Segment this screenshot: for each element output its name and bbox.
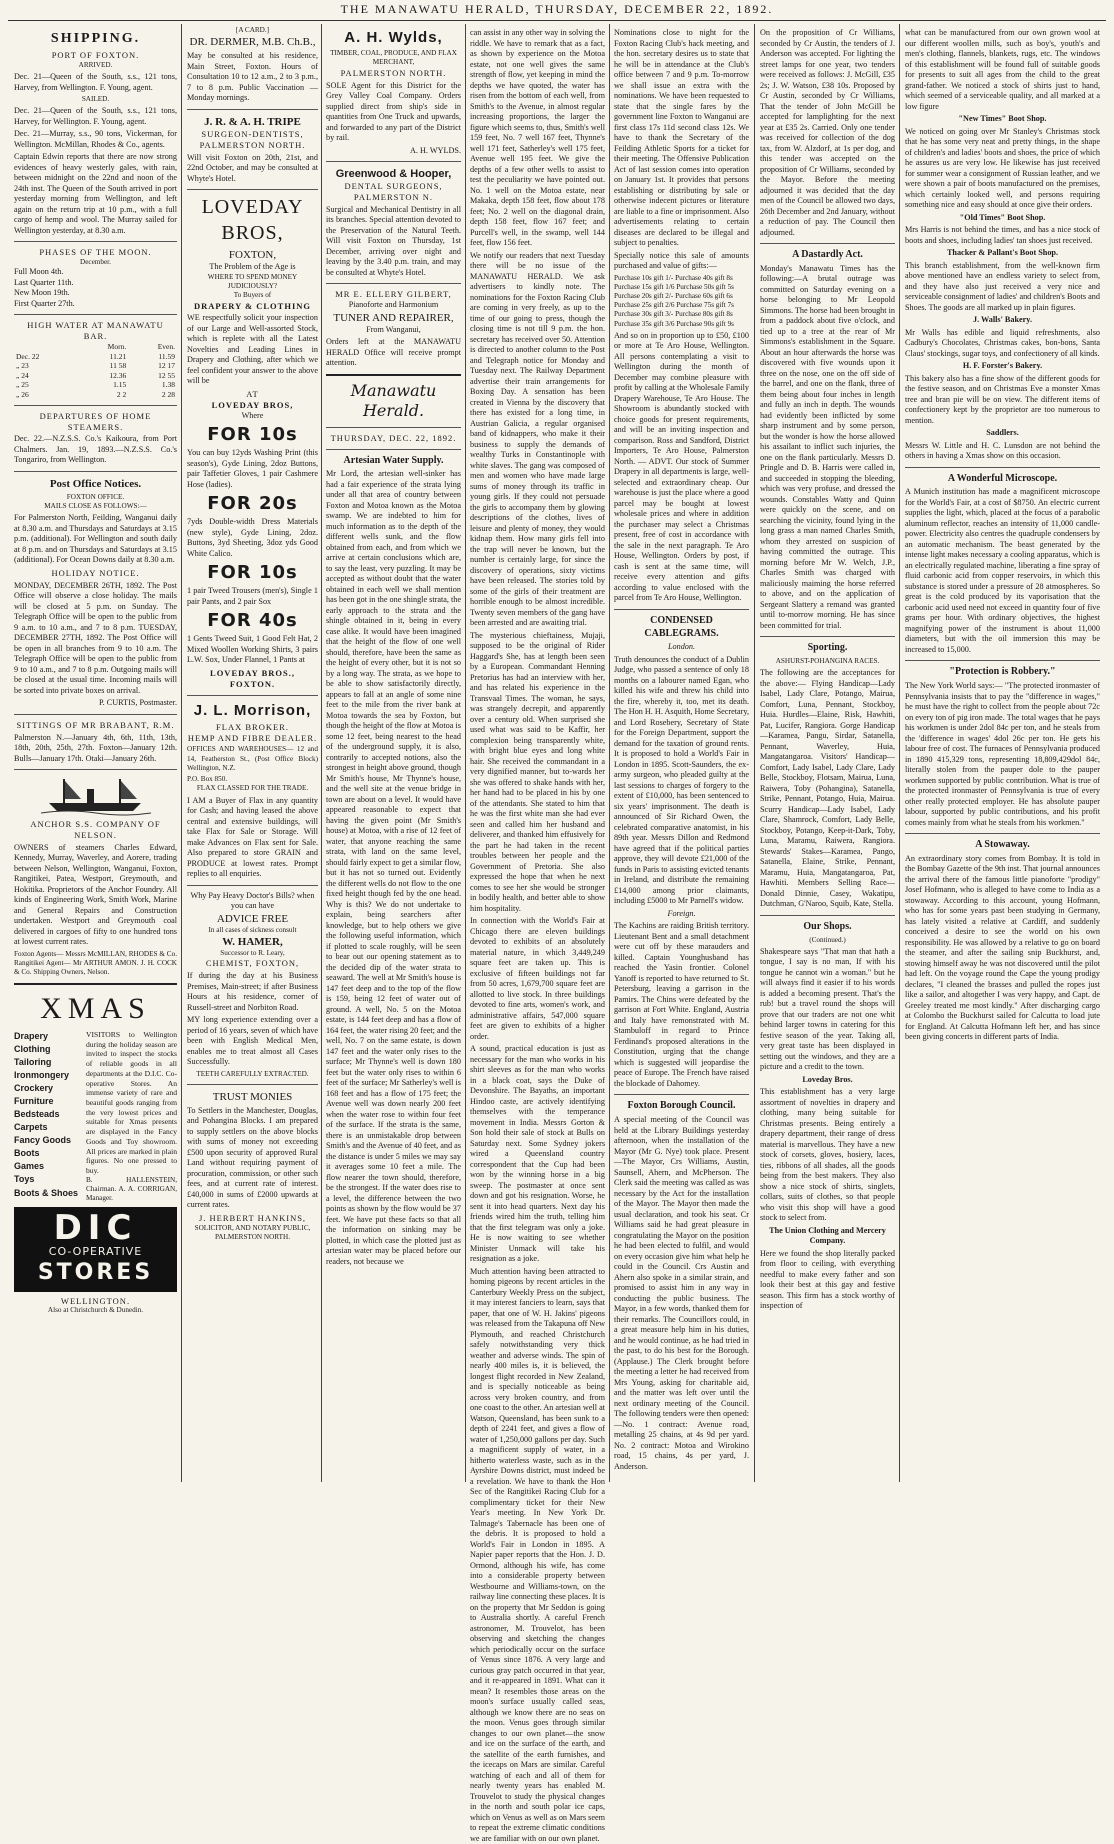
wylds-city: PALMERSTON NORTH. bbox=[326, 68, 461, 79]
list-item: Purchase 35s gift 3/6 Purchase 90s gift 9s bbox=[614, 320, 749, 329]
price-heading: FOR 10s bbox=[187, 561, 318, 584]
column-divider bbox=[609, 24, 610, 1482]
list-item: Purchase 25s gift 2/6 Purchase 75s gift 7s bbox=[614, 301, 749, 310]
wylds-name: A. H. Wylds, bbox=[326, 28, 461, 47]
divider bbox=[326, 283, 461, 284]
column-6 bbox=[760, 26, 895, 1481]
section-title: A Stowaway. bbox=[905, 839, 1100, 852]
dic-foot: Also at Christchurch & Dunedin. bbox=[14, 1306, 177, 1315]
article-title: Artesian Water Supply. bbox=[326, 455, 461, 468]
wylds-sign: A. H. WYLDS. bbox=[326, 146, 461, 157]
port-title: PORT OF FOXTON. bbox=[14, 50, 177, 61]
moon-row: Last Quarter 11th. bbox=[14, 278, 177, 289]
anchor-text: OWNERS of steamers Charles Edward, Kennedy, Murray, Waverley, and Aorere, trading between Nelson, Wellington, Wanganui, Foxton, Rangitikei, Patea, Westport, Greymouth, and Hokitika. Proprietors of the Anchor Foundry. All kinds of Engineering Work, Smith Work, Marine and General Repairs and Construction undertaken. Westport and Greymouth coal delivered in cargoes of fifty to one hundred tons at lowest current rates. bbox=[14, 843, 177, 948]
brabant-title: SITTINGS OF MR BRABANT, R.M. bbox=[14, 720, 177, 731]
table-cell: 11.21 bbox=[77, 352, 129, 362]
brabant-text: Palmerston N.—January 4th, 6th, 11th, 13th, 18th, 20th, 25th, 27th. Foxton—January 12th. Bulls—January 17th. Otaki—January 26th. bbox=[14, 733, 177, 765]
moon-row: Full Moon 4th. bbox=[14, 267, 177, 278]
article-text: what can be manufactured from our own grown wool at our different woollen mills, such as boy's, youth's and men's clothing, flannels, blankets, rugs, etc. The windows of this establishment will be found full of suitable goods for presents to suit all ages from the child to the great grand-father. We noticed a stock of shirts just to hand, which seemed of a serviceable quality, and all marked at a low figure bbox=[905, 28, 1100, 112]
divider bbox=[905, 467, 1100, 468]
dateline: THURSDAY, DEC. 22, 1892. bbox=[326, 433, 461, 444]
hamer-name: W. HAMER, bbox=[187, 935, 318, 949]
steamship-icon bbox=[41, 775, 151, 815]
morrison-sub2: HEMP AND FIBRE DEALER. bbox=[187, 733, 318, 744]
loveday-at: AT bbox=[187, 389, 318, 400]
captain-report: Captain Edwin reports that there are now strong evidences of heavy westerly gales, with rain, between midnight on the 22nd and noon of the 24th inst. The Queen of the South arrived in port yesterday morning from Wellington, and left again on the return trip at 10 p.m., with a full cargo of hemp and wool. The Murray sailed for Wellington yesterday, at 8.30 a.m. bbox=[14, 152, 177, 236]
tripe-city: PALMERSTON NORTH. bbox=[187, 140, 318, 151]
price-text: 1 Gents Tweed Suit, 1 Good Felt Hat, 2 Mixed Woollen Working Shirts, 3 pairs L.W. Sox, Under Flannel, 1 Pants at bbox=[187, 634, 318, 666]
price-heading: FOR 10s bbox=[187, 423, 318, 446]
xmas-sign: B. HALLENSTEIN, Chairman. A. A. CORRIGAN, Manager. bbox=[14, 1176, 177, 1204]
article-text: A special meeting of the Council was held at the Library Buildings yesterday afternoon, when the installation of the Mayor (Mr G. Nye) took place. Present—The Mayor, Crs Williams, Austin, Saunsell, Ahern, and McPherson. The Clerk said the meeting was called as was necessary by the Act for the installation of the Mayor. The Mayor then made the usual declaration, and took his seat. Cr Williams said he had great pleasure in congratulating the Mayor on the position he had been elected to fulfil, and would on every occasion give him what help he could in the Council. Crs Austin and Ahern also spoke in a similar strain, and promised to assist him in any way in conducting the public business. The Mayor, in a few words, thanked them for their remarks. The Councillors could, in a great measure help him in his duties, and he would continue, as he had tried in the past, to do his best for the Borough. (Applause.) The Clerk brought before the meeting a letter he had received from Mrs Young, asking for charitable aid, and the matter was left over until the next ordinary meeting of the Council. The following tenders were then opened:—No. 1 contract: Avenue road, metalling 25 chains, at 4s 9d per yard. No. 2 contract: Motoa and Wirokino road, 15 chains, 4s per yard, J. Anderson. bbox=[614, 1115, 749, 1472]
divider bbox=[187, 695, 318, 696]
divider bbox=[614, 1094, 749, 1095]
column-5 bbox=[614, 26, 749, 1481]
morrison-flax: FLAX CLASSED FOR THE TRADE. bbox=[187, 784, 318, 793]
divider bbox=[760, 243, 895, 244]
anchor-agents: Foxton Agents— Messrs McMILLAN, RHODES & Co. Rangitikei Agent— Mr ARTHUR AMON. J. H. COCK & Co. Shipping Owners, Nelson. bbox=[14, 950, 177, 978]
hamer-chemist: CHEMIST, FOXTON, bbox=[187, 958, 318, 969]
article-text: And so on in proportion up to £50, £100 or more at Te Aro House, Wellington. All persons contemplating a visit to Wellington during the month of December may combine pleasure with profit by calling at the Wholesale Family Drapery Warehouse, Te Aro House. The Showroom is abundantly stocked with choice goods for present requirements, and will be an inviting inspection and comparison. Ross and Sandford, District Importers, Te Aro House, Palmerston North. — ADVT. Our stock of Summer Drapery in all departments is large, well-selected and extraordinary cheap. Our warehouse is just the place where a good parcel may be bought at lowest wholesale prices and where in addition the purchaser may select a Christmas present, free of cost in accordance with the sale in the next paragraph. Te Aro House, Wellington. Orders by post, if cash is sent at the same time, will receive every attention and gifts according to value enclosed with the parcel from Te Aro House, Wellington. bbox=[614, 331, 749, 604]
trust-text: To Settlers in the Manchester, Douglas, and Pohangina Blocks. I am prepared to supply settlers on the above blocks with sums of money not exceeding £500 upon security of approved Rural Land without requiring payment of procuration, commission, or other such fees, and at current rate of interest. £40,000 in sums of £2000 upwards at current rates. bbox=[187, 1106, 318, 1211]
gh-name: Greenwood & Hooper, bbox=[326, 167, 461, 181]
morrison-text: I AM a Buyer of Flax in any quantity for Cash; and having leased the above central and extensive buildings, will take Flax for Sale or Storage. Will make Advances on Flax sent for Sale. Also prepared to store GRAIN and PRODUCE at lowest rates. Prompt replies to all enquiries. bbox=[187, 796, 318, 880]
divider bbox=[14, 241, 177, 242]
post-office-title: Post Office Notices. bbox=[14, 477, 177, 491]
divider bbox=[14, 769, 177, 770]
arrived-text: Dec. 21—Queen of the South, s.s., 121 tons, Harvey, from Wellington. F. Young, agent. bbox=[14, 72, 177, 93]
tripe-name: J. R. & A. H. TRIPE bbox=[187, 115, 318, 129]
table-cell: 1.38 bbox=[128, 380, 177, 390]
divider bbox=[905, 660, 1100, 661]
article-text: A Munich institution has made a magnificent microscope for the World's Fair, at a cost of $8750. An electric current supplies the light, which, placed at the focus of a parabolic aluminum reflector, reaches an intensity of 11,000 candle-power. Electricity also centres the quadruple condensers by an automatic mechanism. The beast generated by the intense light makes necessary a cooling apparatus, which is an electrically regulated machine, liberating a fine spray of fluid carbonic acid from copper reservoirs, in which this substance is stored under a pressure of 28 atmospheres. So great is the cold produced by its vaporisation that the carbonic acid used need not exceed in quantity four of five grams per hour. With ordinary objectives, the highest magnifying power of the instrument is about 11,000 diameters, but with the oil immersion this may be increased to 15,000. bbox=[905, 487, 1100, 655]
section-subtitle: J. Walls' Bakery. bbox=[905, 315, 1100, 326]
table-cell: Morn. bbox=[77, 342, 129, 352]
article-text: The following are the acceptances for the above:— Flying Handicap—Lady Isabel, Lady Clare, Potango, Mairua, Comfort, Luna, Pennant, Stockboy, Huia. Hurdles—Elaine, Risk, Hawhiti, Pat, Lucifer, Rangiora. Gorge Handicap—Karamea, Pangu, Sirdar, Satanella, Pennant, Waverley, Huia, Mangatangaroa. Visitors' Handicap—Comfort, Lady Isabel, Lady Clare, Lady Belle, Stockboy, Flotsam, Mairua, Luna, Raiwera, Toby (Pohangina), Satanella, Strike, Pennant, Potango, Huia, Mairua. Scurry Handicap—Lady Isabel, Lady Clare, Shamrock, Comfort, Lady Belle, Stockboy, Potango, Keep-it-Dark, Toby, Luna, Maramu, Raiwera, Rangiora. Stewards' Stakes—Karamea, Pango, Satanella, Elaine, Strike, Pennant, Maramu, Huia, Mangatangaroa, Pat, Hawhiti. Members Selling Race—Donald Dinnie, Casey, Wakatipu, Dutchman, G'Naroo, Squib, Kate, Stella. bbox=[760, 668, 895, 910]
loveday-at-name: LOVEDAY BROS, bbox=[187, 400, 318, 411]
morrison-box: P.O. Box 850. bbox=[187, 775, 318, 784]
section-title: Our Shops. bbox=[760, 921, 895, 934]
dic-logo-stores: STORES bbox=[16, 1259, 175, 1287]
hamer-succ: Successor to R. Leary, bbox=[187, 949, 318, 958]
steamers-title: DEPARTURES OF HOME STEAMERS. bbox=[14, 411, 177, 433]
list-item: Boots bbox=[14, 1147, 86, 1160]
loveday-name: LOVEDAY BROS, bbox=[187, 195, 318, 246]
list-item: Fancy Goods bbox=[14, 1134, 86, 1147]
article-text: Here we found the shop literally packed from floor to ceiling, with everything needful to make every father and son look their best at this gay and festive season. This firm has a stock worthy of inspection of bbox=[760, 1249, 895, 1312]
divider bbox=[187, 109, 318, 110]
moon-row: New Moon 19th. bbox=[14, 288, 177, 299]
section-title: "Protection is Robbery." bbox=[905, 666, 1100, 679]
wylds-text: SOLE Agent for this District for the Grey Valley Coal Company. Orders supplied direct from ship's side in quantities from One Truck and upwards, and forwarded to any part of the District by rail. bbox=[326, 81, 461, 144]
divider bbox=[326, 449, 461, 450]
morrison-name: J. L. Morrison, bbox=[187, 701, 318, 720]
table-cell bbox=[14, 342, 77, 352]
section-title: A Dastardly Act. bbox=[760, 249, 895, 262]
column-divider bbox=[181, 24, 182, 1482]
post-office-mails: MAILS CLOSE AS FOLLOWS:— bbox=[14, 502, 177, 511]
hamer-advice: ADVICE FREE bbox=[187, 912, 318, 926]
sailed-text: Dec. 21—Queen of the South, s.s., 121 tons, Harvey, for Wellington. F. Young, agent. bbox=[14, 106, 177, 127]
list-item: Crockery bbox=[14, 1082, 86, 1095]
holiday-text: MONDAY, DECEMBER 26TH, 1892. The Post Office will observe a close holiday. The mails will be closed at 5 p.m. on Sunday. The Telegraph Office will be open to the public from 9 a.m. to 10 a.m., and 7 to 8 p.m. TUESDAY, DECEMBER 27TH, 1892. The Post Office will be open in all branches from 9 to 10 a.m. The Telegraph Office will be open to the public from 9 to 10 a.m., and 7 to 8 p.m. Outgoing mails will be closed at the usual time. Incoming mails will be sorted into private boxes on arrival. bbox=[14, 581, 177, 697]
column-4 bbox=[470, 26, 605, 1481]
xmas-list bbox=[14, 1030, 86, 1200]
trust-sub: SOLICITOR, AND NOTARY PUBLIC, bbox=[187, 1224, 318, 1233]
anchor-title: ANCHOR S.S. COMPANY OF NELSON. bbox=[14, 819, 177, 841]
gilbert-from: From Wanganui, bbox=[326, 325, 461, 336]
list-item: Tailoring bbox=[14, 1056, 86, 1069]
list-item: Purchase 20s gift 2/- Purchase 60s gift 6s bbox=[614, 292, 749, 301]
loveday-drapery: DRAPERY & CLOTHING bbox=[187, 301, 318, 312]
moon-title: PHASES OF THE MOON. bbox=[14, 247, 177, 258]
wylds-sub: TIMBER, COAL, PRODUCE, AND FLAX MERCHANT, bbox=[326, 49, 461, 67]
column-3 bbox=[326, 26, 461, 1481]
trust-title: TRUST MONIES bbox=[187, 1090, 318, 1104]
section-subtitle: (Continued.) bbox=[760, 936, 895, 945]
article-text: The Kachins are raiding British territory. Lieutenant Bent and a small detachment were cut off by these marauders and killed. Captain Younghusband has reached the Yasin frontier. Colonel Yanoff is reported to have returned to St. Petersburg, leaving a garrison in the Pamirs. The Chins were defeated by the garrison at Fort White. England, Austria and Italy have remonstrated with M. Stambuloff in regard to Prince Ferdinand's proposed alterations in the Constitution, urging that the change which is suggested will jeopardise the peace of Europe. The French have raised the blockade of Dahomey. bbox=[614, 921, 749, 1089]
table-row bbox=[14, 371, 177, 381]
dic-logo bbox=[14, 1207, 177, 1291]
price-heading: FOR 40s bbox=[187, 609, 318, 632]
article-text: We notify our readers that next Tuesday there will be no issue of the MANAWATU HERALD. We ask advertisers to kindly note. The nominations for the Foxton Racing Club are coming in very freely, as up to the time of our going to press, though the closing time is not till 9 p.m. the hon. secretary has received over 50. Attention is directed to another column to the Post and Telegraph notice for Monday and Tuesday next. The Railway Department advertise their train arrangements for Boxing Day. A sensation has been created in Vienna by the discovery that there has existed for a long time, in Austrian Galicia, a regular organised band of kidnappers, who make it their business to supply the demands of wealthy Turks in Constantinople with white slaves. The gang was composed of men and women who have made large sums of money through its traffic in young girls. If they could not persuade the girls to accompany them by glowing descriptions of the clothes, lives of leisure and plenty of money, they would kidnap them. How many girls fell into the trap will never be known, but the number is certainly large, for since the discovery of operations, sixty victims have been released. The stories told by some of the girls of their treatment are horrible enough to be almost incredible. Twenty seven members of the gang have been arrested and are awaiting trial. bbox=[470, 251, 605, 629]
table-cell: Dec. 22 bbox=[14, 352, 77, 362]
section-subtitle: Foreign. bbox=[614, 909, 749, 920]
divider bbox=[614, 609, 749, 610]
morrison-offices: OFFICES AND WAREHOUSES— 12 and 14, Featherston St., (Post Office Block) Wellington, N.Z. bbox=[187, 745, 318, 773]
table-cell: 12.36 bbox=[77, 371, 129, 381]
table-cell: „ 26 bbox=[14, 390, 77, 400]
article-text: Shakespeare says "That man that hath a tongue, I say is no man, If with his tongue he cannot win a woman." but he will always find it easier if to his words is added a becoming present. That's the rub! but a travel round the shops will prove that our traders are not one whit behind larger towns in catering for this festive season of the year. Taking all, very great taste has been displayed in setting out the windows, and they are a picture and a credit to the town. bbox=[760, 947, 895, 1073]
article-text: Mrs Harris is not behind the times, and has a nice stock of boots and shoes, including ladies' tan shoes just received. bbox=[905, 225, 1100, 246]
list-item: Purchase 30s gift 3/- Purchase 80s gift 8s bbox=[614, 310, 749, 319]
list-item: Furniture bbox=[14, 1095, 86, 1108]
section-title: Sporting. bbox=[760, 642, 895, 655]
holiday-sign: P. CURTIS, Postmaster. bbox=[14, 698, 177, 709]
section-subtitle: "Old Times" Boot Shop. bbox=[905, 213, 1100, 224]
tripe-sub: SURGEON-DENTISTS, bbox=[187, 129, 318, 140]
section-title: A Wonderful Microscope. bbox=[905, 473, 1100, 486]
article-text: The mysterious chieftainess, Mujaji, supposed to be the original of Rider Haggard's She, has at length been seen by a European. Commandant Henning Pretorius has had an interview with her, and has related his experience in the Transvaal Times. The woman, he says, was strangely decrepit, and apparently over a century old. When surprised she used what was said to be Kaffir, her complexion being transparently white, with bright blue eyes and long white hair. She received the commandant in a very dignified manner, but to-wards her she was offered to shake hands with her, her hand had to be placed in his by one of the attendants. She stated to him that he was the first white man she had ever seen and called him her husband and deliverer, and thanked him effusively for the part he had taken in the recent troubles between her people and the Government of Pretoria. She also expressed the hope that when he next comes to see her she would be stronger in bodily health, and better able to show him hospitality. bbox=[470, 631, 605, 915]
gift-table bbox=[614, 274, 749, 329]
loveday-buyers: To Buyers of bbox=[187, 291, 318, 300]
table-cell: 12 17 bbox=[128, 361, 177, 371]
post-office-sub: FOXTON OFFICE. bbox=[14, 493, 177, 502]
price-text: You can buy 12yds Washing Print (this season's), Gyde Lining, 2doz Buttons, pair Taffetier Gloves, 1 pair Cashmere Hose (ladies). bbox=[187, 448, 318, 490]
divider bbox=[187, 885, 318, 886]
divider bbox=[14, 471, 177, 472]
article-text: On the proposition of Cr Williams, seconded by Cr Austin, the tenders of J. Anderson was accepted. For lighting the street lamps for one year, two tenders were received as follows: J. McGill, £35 2s; J. W. Watson, £38 10s. Proposed by Cr Austin, seconded by Cr Williams, That the tender of John McGill be accepted for lamplighting for the next year at £35 2s. Carried. Only one tender was received for collection of the dog tax, from W. Alzdorf, at 1s per dog, and this tender was accepted on the proposition of Cr Williams, seconded by the Mayor. Before the meeting adjourned it was decided that the day men of the Council be allowed two days, 26th December and 2nd January, without a reduction of pay. The Council then adjourned. bbox=[760, 28, 895, 238]
loveday-where: WHERE TO SPEND MONEY JUDICIOUSLY? bbox=[187, 273, 318, 291]
table-row bbox=[14, 352, 177, 362]
section-title: CONDENSED CABLEGRAMS. bbox=[614, 615, 749, 641]
price-text: 1 pair Tweed Trousers (men's), Single 1 pair Pants, and 2 pair Sox bbox=[187, 586, 318, 607]
divider bbox=[14, 405, 177, 406]
xmas-title: XMAS bbox=[14, 990, 177, 1028]
dermer-card: [A CARD.] bbox=[187, 26, 318, 35]
gh-sub: DENTAL SURGEONS, bbox=[326, 181, 461, 192]
table-row bbox=[14, 361, 177, 371]
table-cell: „ 23 bbox=[14, 361, 77, 371]
section-subtitle: London. bbox=[614, 642, 749, 653]
list-item: Bedsteads bbox=[14, 1108, 86, 1121]
arrived-label: ARRIVED. bbox=[14, 61, 177, 70]
gilbert-tuner: TUNER AND REPAIRER, bbox=[326, 311, 461, 325]
column-2 bbox=[187, 26, 318, 1481]
masthead: THE MANAWATU HERALD, THURSDAY, DECEMBER 22, 1892. bbox=[0, 2, 1114, 18]
moon-row: First Quarter 27th. bbox=[14, 299, 177, 310]
price-text: 7yds Double-width Dress Materials (new style), Gyde Lining, 2doz. Buttons, 3yd Sheeting, 3doz yds Good White Calico. bbox=[187, 517, 318, 559]
list-item: Purchase 15s gift 1/6 Purchase 50s gift 5s bbox=[614, 283, 749, 292]
section-title: Foxton Borough Council. bbox=[614, 1100, 749, 1113]
divider bbox=[760, 915, 895, 916]
loveday-problem: The Problem of the Age is bbox=[187, 262, 318, 273]
article-text: Mr Walls has edible and liquid refreshments, also Cadbury's Chocolates, Christmas cakes, bon-bons, Santa Claus' stockings, sugar toys, and confectionery of all kinds. bbox=[905, 328, 1100, 360]
section-subtitle: Thacker & Pallant's Boot Shop. bbox=[905, 248, 1100, 259]
divider bbox=[14, 983, 177, 985]
divider bbox=[187, 189, 318, 190]
table-cell: „ 25 bbox=[14, 380, 77, 390]
column-divider bbox=[465, 24, 466, 1482]
hamer-cases: In all cases of sickness consult bbox=[187, 926, 318, 935]
list-item: Ironmongery bbox=[14, 1069, 86, 1082]
table-cell: 1.15 bbox=[77, 380, 129, 390]
divider bbox=[326, 374, 461, 376]
divider bbox=[14, 714, 177, 715]
table-cell: 11.59 bbox=[128, 352, 177, 362]
list-item: Drapery bbox=[14, 1030, 86, 1043]
dermer-name: DR. DERMER, M.B. Ch.B., bbox=[187, 35, 318, 49]
tripe-text: Will visit Foxton on 20th, 21st, and 22nd October, and may be consulted at Whyte's Hotel. bbox=[187, 153, 318, 185]
loveday-where-label: Where bbox=[187, 411, 318, 422]
table-cell: „ 24 bbox=[14, 371, 77, 381]
column-divider bbox=[754, 24, 755, 1482]
tide-title: HIGH WATER AT MANAWATU BAR. bbox=[14, 320, 177, 342]
article-text: This branch establishment, from the well-known firm above mentioned have an endless variety to select from, and they have also just received a very nice and serviceable consignment of ladies' and children's Boots and Shoes. The goods are all marked up in plain figures. bbox=[905, 261, 1100, 314]
section-subtitle: ASHURST-POHANGINA RACES. bbox=[760, 657, 895, 666]
gh-city: PALMERSTON N. bbox=[326, 192, 461, 203]
morrison-sub: FLAX BROKER. bbox=[187, 722, 318, 733]
steamers-text: Dec. 22.—N.Z.S.S. Co.'s Kaikoura, from Port Chalmers. Jan. 19, 1893.—N.Z.S.S. Co.'s Tongariro, from Wellington. bbox=[14, 434, 177, 466]
paper-title: Manawatu Herald. bbox=[326, 381, 461, 422]
sailed-text: Dec. 21—Murray, s.s., 90 tons, Vickerman, for Wellington. McMillan, Rhodes & Co., agents. bbox=[14, 129, 177, 150]
loveday-end: LOVEDAY BROS., FOXTON. bbox=[187, 668, 318, 690]
article-text: We noticed on going over Mr Stanley's Christmas stock that he has some very neat and pretty things, in the shape of children's and ladies' boots and shoes, the price of which he assures us are very low. He likewise has just received for summer wear a consignment of Russian leather, and we were shown a pair of boots manufactured on the premises, which certainly looked well, and persons requiring something nice and easy should at once give their orders. bbox=[905, 127, 1100, 211]
table-header-row bbox=[14, 342, 177, 352]
xmas-ad bbox=[14, 1030, 177, 1176]
article-text: Monday's Manawatu Times has the following:—A brutal outrage was committed on Saturday evening on a horse belonging to Mr Leopold Simmons. The horse had been brought in from a paddock about five o'clock, and tied up to a tree at the rear of Mr Simmons's establishment in the Square. About an hour afterwards the horse was discovered with five wounds upon it three on the nose, one on the off side of the barrel, and one on the flank, three of them being about four inches in length and fully an inch in depth. The wounds had evidently been inflicted by some sharp instrument and by some person, but the wonder is how the horse allowed his assailant to inflict such injuries, the one on the flank particularly. Messrs D. Pringle and D. B. Harris were called in, and succeeded in stopping the bleeding, which was very profuse, and dressed the wounds. Constables Watty and Quinn were quickly on the scene, and on searching the vicinity, found lying in the long grass a man named Charles Smith, whom they arrested on suspicion of having committed the outrage. This morning before Mr W. Welch, J.P., Charles Smith was charged with maliciously maiming the horse referred to above, and on the application of Sergeant Slattery a remand was granted until to-morrow morning. He has since been committed for trial. bbox=[760, 264, 895, 632]
tide-table bbox=[14, 342, 177, 400]
article-text: In connection with the World's Fair at Chicago there are eleven buildings devoted to exhibits of an absolutely material nature, in which 3,449,249 square feet are taken up. This is exclusive of fifteen buildings not far from 50 acres, 1,679,700 square feet are allotted to live stock. In three buildings devoted to fine arts, women's work, and administrative affairs, 547,000 square feet are given to exhibits of a higher order. bbox=[470, 916, 605, 1042]
shipping-title: SHIPPING. bbox=[14, 30, 177, 48]
trust-city: PALMERSTON NORTH. bbox=[187, 1233, 318, 1242]
hamer-text: If during the day at his Business Premises, Main-street; if after Business Hours at his residence, corner of Russell-street and Norbiton Road. bbox=[187, 971, 318, 1013]
table-cell: 12 55 bbox=[128, 371, 177, 381]
price-heading: FOR 20s bbox=[187, 492, 318, 515]
article-text: Mr Lord, the artesian well-sinker has had a fair experience of the strata lying under all that area of country between Foxton and Motoa known as the Motoa swamp. We are indebted to him for much information as to the depth of the different wells sunk, and the flow obtained from each, and from which we arrive at certain conclusions which are, to say the least, very puzzling. It may be accepted as without doubt that the water obtained in each well we shall mention has been got in the one shingle strata, the early approach to the strata and the shingle obtained in it, being in every case alike. It would have been imagined that the height of the flow of one well should, therefore, have been the same as the height of every other, but it is not so by a long way. The strata, as we hope to be able to show satisfactorily directly, appears to fall at an angle of some nine feet to the mile from the river bank at Motoa towards the sea by Foxton, but though the height of the flow at Motoa is some 12 feet, being nearest to the head of the underground supply, it is also, contrarily to accepted notions, also the strongest in height above ground, though Mr Smith's house, Mr Thynne's house, and the well site at the venue bridge in town are about on a level. It would have appeared reasonable to expect that having the given point (Mr Smith's house) at Motoa, with a rise of 12 feet of water, that anyone reaching the same strata, with land on the same level, should fairly expect to get a similar flow, but it has not so turned out. Evidently the different wells do not flow to the one fixed height though fed by the one head. Why is this? We do not undertake to explain, being searchers after knowledge, but to help others we give the following useful information, which if plotted to scale roughly, will be seen to bear out our opening statement as to the decided dip of the water strata to seaward. The well at Mr Smith's house is 147 feet deep and to the top of the flow is 159, being 12 feet of water out of ground. A well, No. 5 on the Motoa estate, is 144 feet deep and has a flow of 164 feet, the water rising 20 feet; and the well, No. 7 on the same estate, is down 147 feet and the water only rises to the surface; Mr Thynne's well is down 180 feet but the water only rises to within 6 feet of the surface; Mr Satherley's well is 168 feet and has a flow of 175 feet; the Avenue well was down nearly 200 feet when the water rose to within four feet of the surface. If the strata is the same, there is an unmistakable drop between Smith's and the Avenue of 40 feet, and as the distance is under 5 miles we may say it averages some 10 feet a mile. The flow nearer the town should, therefore, be the strongest. If the water does rise to a level, the difference between the two points as shown by the flow would be 37 feet. We have put these facts so that all the information on sinking may be plotted, in which case the plotted just as artesian water may be placed before our readers, not because we bbox=[326, 469, 461, 1267]
column-divider bbox=[899, 24, 900, 1482]
table-cell: 2 28 bbox=[128, 390, 177, 400]
xmas-text: VISITORS to Wellington during the holiday season are invited to inspect the stocks of reliable goods in all departments at the D.I.C. Co-operative Stores. An immense variety of rare and beautiful goods ranging from the very lowest prices and suitable for Xmas presents are displayed in the Fancy Goods and Toy showroom. All prices are marked in plain figures. No one pressed to buy. bbox=[14, 1030, 177, 1176]
loveday-city: FOXTON, bbox=[187, 248, 318, 262]
dic-logo-sub: CO-OPERATIVE bbox=[16, 1245, 175, 1259]
divider bbox=[326, 161, 461, 162]
masthead-rule bbox=[8, 20, 1106, 21]
gilbert-sub: Pianoforte and Harmonium bbox=[326, 300, 461, 311]
section-subtitle: Loveday Bros. bbox=[760, 1075, 895, 1086]
holiday-title: HOLIDAY NOTICE. bbox=[14, 568, 177, 579]
article-text: Nominations close to night for the Foxton Racing Club's hack meeting, and the hon. secretary desires us to state that he will be in attendance at the Club's office between 7 and 9 p.m. To-morrow we shall issue an extra with the nominations. We have been requested to state that the single fares by the government line Foxton to Wanganui are first class 17s 11d second class 12s. We have to thank the Secretary of the Feilding Athletic Sports for a ticket for their meeting. The Offensive Publication Act of last session comes into operation on January 1st. It provides that persons establishing or distributing by sale or otherwise indecent pictures or literature are liable to a fine or imprisonment. Also advertisements relating to certain diseases are declared to be illegal and subject to penalties. bbox=[614, 28, 749, 249]
section-subtitle: H. F. Forster's Bakery. bbox=[905, 361, 1100, 372]
list-item: Games bbox=[14, 1160, 86, 1173]
divider bbox=[14, 314, 177, 315]
article-text: An extraordinary story comes from Bombay. It is told in the Bombay Gazette of the 9th inst. That journal announces the arrival there of the famous little pianoforte "prodigy" Josef Hofmann, who is alleged to have come to India as a stowaway. According to this account, young Hofmann, who has for some years past been studying in Germany, has lately visited a relative at Cardiff, and suddenly conceived a desire to see the world on his own responsibility. He was allowed by a relative to go on board the steamer, and after the sailing snip Buckhurst, and, stowing himself away he was not discovered until the pilot had left. On the voyage round the Cape the young prodigy declares, "I cleaned the brasses and pulled the ropes just like a sailor, and altogether I was very happy, and Capt. de Greeley treated me most kindly." After discharging cargo at Colombo the Buckhurst sailed for Calcutta to load jute for England. At Calcutta Hofmann left her, and has since been giving concerts in different parts of India. bbox=[905, 854, 1100, 1043]
divider bbox=[187, 1084, 318, 1085]
article-text: This bakery also has a fine show of the different goods for the festive season, and on Christmas Eve a monster Xmas tree and bran pie will be on view. The different items of confectionery kept by the proprietor are too numerous to mention. bbox=[905, 374, 1100, 427]
section-subtitle: The Union Clothing and Mercery Company. bbox=[760, 1226, 895, 1247]
sailed-label: SAILED. bbox=[14, 95, 177, 104]
article-text: Messrs W. Little and H. C. Lunsdon are not behind the others in having a Xmas show on this occasion. bbox=[905, 441, 1100, 462]
hamer-text: MY long experience extending over a period of 16 years, seven of which have been with English Medical Men, enables me to treat almost all Cases Successfully. bbox=[187, 1015, 318, 1068]
divider bbox=[760, 636, 895, 637]
list-item: Toys bbox=[14, 1173, 86, 1186]
dic-city: WELLINGTON. bbox=[14, 1296, 177, 1307]
article-text: Specially notice this sale of amounts purchased and value of gifts:— bbox=[614, 251, 749, 272]
column-7 bbox=[905, 26, 1100, 1481]
column-1 bbox=[14, 26, 177, 1481]
article-text: A sound, practical education is just as necessary for the man who works in his shirt sleeves as for the man who works in a black coat, says the Duke of Devonshire. The Bayaths, an important Hindoo caste, are actively identifying themselves with the temperance movement in India. Messrs Gorton & Son hold their sale of stock at Bulls on Saturday next. Some Sydney jokers wired a Queensland country correspondent that the Cup had been won by the winning horse in a big sweep. The postmaster at once sent down and got his resignation. Worse, he sent it into head quarters. Next day his friends wired him the truth, telling him that the first telegram was only a joke. He is now waiting to see whether Minister Unmack will take his resignation as a joke. bbox=[470, 1044, 605, 1265]
list-item: Purchase 10s gift 1/- Purchase 40s gift 8s bbox=[614, 274, 749, 283]
post-office-text: For Palmerston North, Feilding, Wanganui daily at 8.30 a.m. and Thursdays and Saturdays at 3.15 p.m. (additional). For Wellington and south daily at 8 p.m. and on Thursdays and Saturdays at 3.15 (additional). For Ocean Downs daily at 8.30 a.m. bbox=[14, 513, 177, 566]
article-text: Truth denounces the conduct of a Dublin Judge, who passed a sentence of only 18 months on a labourer named Egan, who killed his wife and threw his child into the fire, whereby it, too, met its death. The Hon H. H. Asquith, Home Secretary, and Lord Rosebery, Secretary of State for the Foreign Department, support the demand for the taxation of ground rents. It is proposed to hold a World's Fair in London in 1895. Scott-Saunders, the ex-army surgeon, who pleaded guilty at the last sessions to charges of forgery to the extent of £10,000, has been sentenced to six years' imprisonment. The death is announced of Sir Richard Owen, the celebrated comparative anatomist, in his 89th year. Messrs Dillon and Redmond have agreed that if the political parties approve, they will devote £21,000 of the funds in Paris to assisting evicted tenants in Ireland, and distribute the remaining £14,000 among prior claimants, including £5000 to Mr Parnell's widow. bbox=[614, 655, 749, 907]
list-item: Clothing bbox=[14, 1043, 86, 1056]
article-text: The New York World says:— "The protected ironmaster of Pennsylvania insists that to pay the "difference in wages," he must have the right to collect from the people about 72c on every ton of pig iron made. The total wages that he pays his workmen is under 2dol 84c per ton, and he steals from the 'difference in wages' 4dol 26c per ton. He gets his labour free of cost. The furnaces of Pennsylvania produced in 1890 415,329 tons, representing 18,809,429dol 84c, literally stolen from the pauper dole to the pauper workmen supported by public contribution. What is true of the protected ironmaster of Pennsylvania is true of every other really protected employer. He has absolute pauper labour, supported by public contributions, and his profit comes mainly from what he steals from his workmen." bbox=[905, 681, 1100, 828]
gh-text: Surgical and Mechanical Dentistry in all its branches. Special attention devoted to the Preservation of the Natural Teeth. Will visit Foxton on Thursday, 1st December, arriving over night and leaving by the 3.40 p.m. train, and may be consulted at Whyte's Hotel. bbox=[326, 205, 461, 279]
dermer-text: May be consulted at his residence, Main Street, Foxton. Hours of Consultation 10 to 12 a.m., 2 to 3 p.m., 7 to 8 p.m. Public Vaccination — Monday mornings. bbox=[187, 51, 318, 104]
table-row bbox=[14, 390, 177, 400]
loveday-text: WE respectfully solicit your inspection of our Large and Well-assorted Stock, which is replete with all the Latest Novelties and Leading Lines in Drapery and Clothing, after which we feel confident your answer to the above will be bbox=[187, 313, 318, 387]
list-item: Carpets bbox=[14, 1121, 86, 1134]
table-row bbox=[14, 380, 177, 390]
article-text: can assist in any other way in solving the riddle. We have to remark that as a fact, as shown by experience on the Motoa estate, not one well gives the same strength of flow, yet keeping in mind the depths we have quoted, the water has risen from the bottom of each well, from Smith's to the Avenue, in almost regular increasing proportions, the larger the figure which seems to, thus, Smith's well 159 feet, No. 7 well 167 feet, Thynne's well 171 feet, Satherley's well 175 feet, Avenue well 195 feet. We give the depths of a few other wells to assist to test the peculiarity we have pointed out. No. 1 well on the Motoa estate, near Makaka, depth 158 feet, flow about 178 feet; No. 2 well on the diagonal drain, depth 158 feet, flow 167 feet; and Purcell's well, in the swamp, well 144 feet, flow 156 feet. bbox=[470, 28, 605, 249]
divider bbox=[905, 833, 1100, 834]
moon-month: December. bbox=[14, 258, 177, 267]
trust-name: J. HERBERT HANKINS, bbox=[187, 1213, 318, 1224]
hamer-why: Why Pay Heavy Doctor's Bills? when you can have bbox=[187, 891, 318, 912]
table-cell: Even. bbox=[128, 342, 177, 352]
table-cell: 11 58 bbox=[77, 361, 129, 371]
table-cell: 2 2 bbox=[77, 390, 129, 400]
gilbert-name: MR E. ELLERY GILBERT, bbox=[326, 289, 461, 300]
article-text: Much attention having been attracted to homing pigeons by recent articles in the Canterbury Weekly Press on the subject, it may interest fanciers to learn, says that paper, that one of W. H. Jakins' pigeons was released from the Takapuna off New Plymouth, and reached Christchurch safely notwithstanding very thick weather and adverse winds. The spin of nearly 400 miles is, it is believed, the longest flight recorded in New Zealand, and is specially noticeable as being across very broken country, and from one coast to the other. An artesian well at Watson, Queensland, has been sunk to a depth of 2241 feet, and gives a flow of water of 1,250,000 gallons per day. Such a magnificent supply of water, in a hitherto waterless waste, such as in the Ayrshire Downs district, must indeed be a revelation. We have to thank the Hon Sec of the Rangitikei Racing Club for a complimentary ticket for their New Year's meeting. In New York Dr. Talmage's Tabernacle has been one of the debris. It is proposed to hold a World's Fair in London in 1895. A Napier paper reports that the Hon. J. D. Ormond, although his wife, has come into a considerable property between Westbourne and Williams-town, on the railway line connecting these places. It is on the property that Mr Seddon is going to Australia shortly. A careful French astronomer, M. Trouvelot, has been observing and sketching the changes which periodically occur on the surface of Venus since 1876. A very large and curious gray patch occurred in that year, and it re-appeared in 1891. What can it mean? It resembles those areas on the moon's surface usually called seas, although we know there are no seas on the moon. Venus goes through similar changes to our own planet—the snow and ice on the surface of the earth, and the satellite of the earth furnishes, and the icecaps on Mars are similar. Careful watching of each and all of them for nearly twenty years has enabled M. Trouvelot to study the physical changes in the north and south polar ice caps, which on Venus as well as on Mars seem to repeat the extreme climatic conditions we are familiar with on our own planet. bbox=[470, 1267, 605, 1844]
article-text: This establishment has a very large assortment of novelties in drapery and clothing, many being suitable for Christmas presents. Being entirely a drapery department, their range of dress material is marvellous. They have a new stock of corsets, gloves, hosiery, laces, ties, ribbons of all shades, all the goods being from the best makers. They also show a nice stock of shirts, singlets, collars, suits of clothes, so that people who visit this shop will have a good stock to select from. bbox=[760, 1087, 895, 1224]
dic-logo-title: DIC bbox=[16, 1211, 175, 1245]
section-subtitle: "New Times" Boot Shop. bbox=[905, 114, 1100, 125]
divider bbox=[326, 427, 461, 428]
list-item: Boots & Shoes bbox=[14, 1187, 86, 1200]
hamer-teeth: TEETH CAREFULLY EXTRACTED. bbox=[187, 1070, 318, 1079]
column-divider bbox=[321, 24, 322, 1482]
section-subtitle: Saddlers. bbox=[905, 428, 1100, 439]
gilbert-text: Orders left at the MANAWATU HERALD Office will receive prompt attention. bbox=[326, 337, 461, 369]
